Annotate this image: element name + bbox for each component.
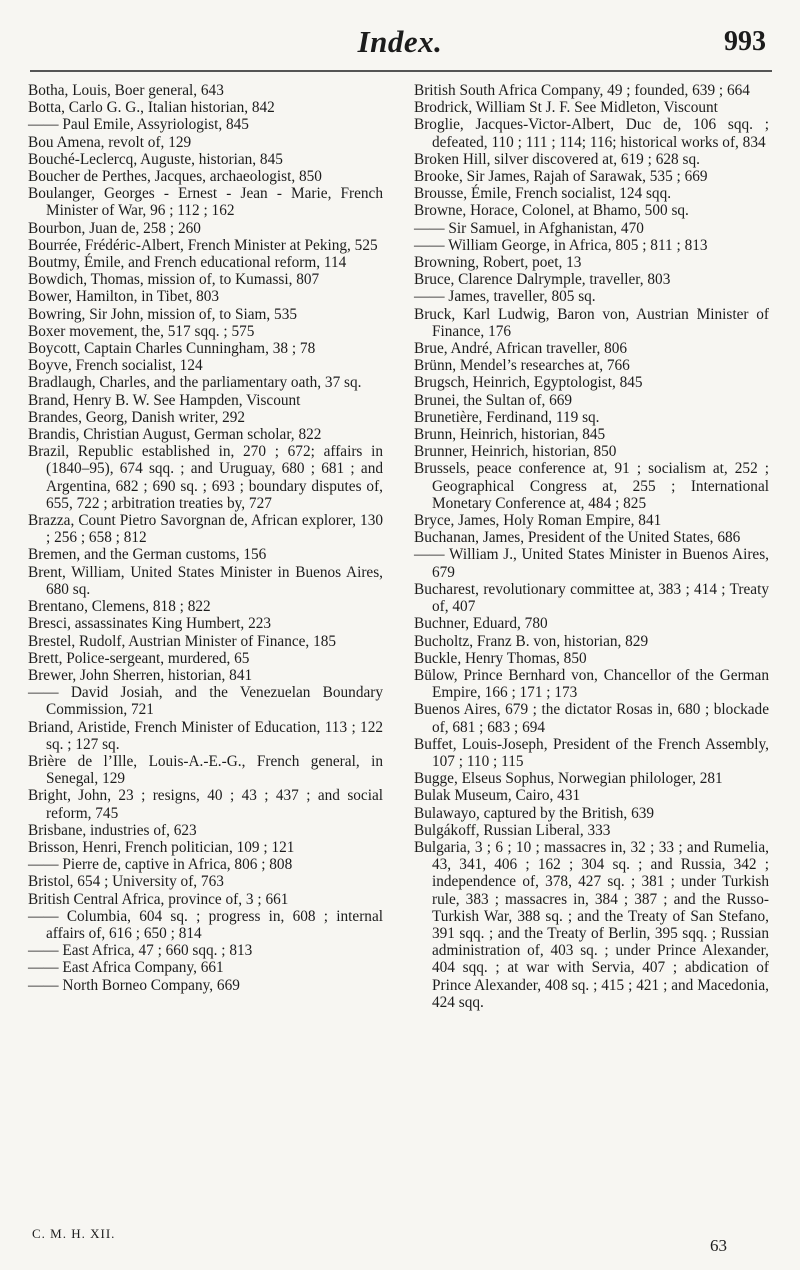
index-entry: Bouché-Leclercq, Auguste, historian, 845 [28, 150, 283, 168]
index-entry: —— William George, in Africa, 805 ; 811 ; 813 [414, 236, 708, 254]
index-entry: Brière de l’Ille, Louis-A.-E.-G., French general, in Senegal, 129 [28, 752, 383, 788]
index-entry: Bowring, Sir John, mission of, to Siam, 535 [28, 305, 297, 323]
index-entry: Brunner, Heinrich, historian, 850 [414, 443, 617, 461]
index-entry: Bourbon, Juan de, 258 ; 260 [28, 219, 201, 237]
index-entry: Bourrée, Frédéric-Albert, French Minister at Peking, 525 [28, 236, 378, 254]
index-entry: Buenos Aires, 679 ; the dictator Rosas in, 680 ; blockade of, 681 ; 683 ; 694 [414, 701, 769, 736]
index-entry: Broken Hill, silver discovered at, 619 ; 628 sq. [414, 150, 700, 168]
index-entry: Bradlaugh, Charles, and the parliamentary oath, 37 sq. [28, 374, 362, 392]
index-entry: —— David Josiah, and the Venezuelan Boundary Commission, 721 [28, 684, 383, 719]
index-entry: Browning, Robert, poet, 13 [414, 254, 582, 272]
index-entry: Brisson, Henri, French politician, 109 ; 121 [28, 838, 295, 856]
index-entry: —— North Borneo Company, 669 [28, 976, 240, 994]
index-entry: Brestel, Rudolf, Austrian Minister of Finance, 185 [28, 632, 337, 650]
index-entry: Buckle, Henry Thomas, 850 [414, 649, 587, 667]
index-entry: Brussels, peace conference at, 91 ; socialism at, 252 ; Geographical Congress at, 255 ; International Monetary Conference at, 484 ; 825 [414, 460, 769, 512]
index-entry: Browne, Horace, Colonel, at Bhamo, 500 sq. [414, 202, 689, 220]
index-entry: Bresci, assassinates King Humbert, 223 [28, 615, 272, 633]
index-entry: —— East Africa Company, 661 [28, 959, 224, 977]
index-entry: Bowdich, Thomas, mission of, to Kumassi, 807 [28, 271, 320, 289]
index-entry: Broglie, Jacques-Victor-Albert, Duc de, 106 sqq. ; defeated, 110 ; 111 ; 114; 116; historical works of, 834 [414, 116, 769, 151]
index-entry: Brett, Police-sergeant, murdered, 65 [28, 649, 250, 667]
page-header [0, 18, 800, 68]
index-entry: British Central Africa, province of, 3 ; 661 [28, 890, 289, 908]
index-entry: Briand, Aristide, French Minister of Education, 113 ; 122 sq. ; 127 sq. [28, 718, 383, 753]
page-title: Index. [357, 24, 443, 59]
index-entry: Bucharest, revolutionary committee at, 383 ; 414 ; Treaty of, 407 [414, 580, 769, 616]
index-entry: Brunei, the Sultan of, 669 [414, 391, 573, 409]
index-entry: British South Africa Company, 49 ; founded, 639 ; 664 [414, 82, 750, 99]
index-entry: Botha, Louis, Boer general, 643 [28, 82, 224, 99]
index-entry: —— Columbia, 604 sq. ; progress in, 608 ; internal affairs of, 616 ; 650 ; 814 [28, 907, 383, 942]
index-entry: Brand, Henry B. W. See Hampden, Viscount [28, 391, 301, 409]
index-entry: Bülow, Prince Bernhard von, Chancellor of the German Empire, 166 ; 171 ; 173 [414, 666, 769, 702]
index-entry: Brisbane, industries of, 623 [28, 821, 197, 839]
index-entry: —— James, traveller, 805 sq. [414, 288, 596, 306]
index-entry: Boutmy, Émile, and French educational reform, 114 [28, 254, 347, 272]
index-entry: Bugge, Elseus Sophus, Norwegian philologer, 281 [414, 770, 723, 788]
index-entry: Brugsch, Heinrich, Egyptologist, 845 [414, 374, 643, 392]
index-entry: Boycott, Captain Charles Cunningham, 38 ; 78 [28, 340, 316, 358]
page-number: 993 [724, 26, 766, 57]
index-entry: Bulgaria, 3 ; 6 ; 10 ; massacres in, 32 ; 33 ; and Rumelia, 43, 341, 406 ; 162 ; 304 sq. ; and Russia, 342 ; independence of, 378, 427 sq. ; 381 ; under Turkish rule, 383 ; massacres in, 384 ; 387 ; and the Russo-Turkish War, 388 sq. ; and the Treaty of San Stefano, 391 sqq. ; and the Treaty of Berlin, 395 sqq. ; Russian administration of, 403 sq. ; under Prince Alexander, 404 sqq. ; at war with Servia, 407 ; abdication of Prince Alexander, 408 sq. ; 415 ; 421 ; and Macedonia, 424 sqq. [414, 838, 769, 1011]
index-entry: Boxer movement, the, 517 sqq. ; 575 [28, 322, 255, 340]
index-entry: Brooke, Sir James, Rajah of Sarawak, 535 ; 669 [414, 168, 708, 186]
index-entry: Brunetière, Ferdinand, 119 sq. [414, 408, 600, 426]
index-entry: Brue, André, African traveller, 806 [414, 340, 628, 358]
index-entry: Boyve, French socialist, 124 [28, 357, 203, 375]
index-entry: Bryce, James, Holy Roman Empire, 841 [414, 512, 662, 530]
index-entry: Brentano, Clemens, 818 ; 822 [28, 598, 211, 616]
index-entry: Bulak Museum, Cairo, 431 [414, 787, 581, 805]
index-entry: Brodrick, William St J. F. See Midleton, Viscount [414, 99, 718, 117]
index-entry: Bulawayo, captured by the British, 639 [414, 804, 655, 822]
index-entry: Bruck, Karl Ludwig, Baron von, Austrian Minister of Finance, 176 [414, 305, 769, 340]
signature-mark: C. M. H. XII. [32, 1226, 116, 1241]
index-entry: —— Paul Emile, Assyriologist, 845 [28, 116, 249, 134]
index-entry: Botta, Carlo G. G., Italian historian, 842 [28, 99, 275, 117]
index-entry: —— Pierre de, captive in Africa, 806 ; 808 [28, 856, 293, 874]
index-entry: Brunn, Heinrich, historian, 845 [414, 426, 606, 444]
header-rule [30, 70, 772, 72]
index-entry: Buchner, Eduard, 780 [414, 615, 548, 633]
index-entry: Bright, John, 23 ; resigns, 40 ; 43 ; 437 ; and social reform, 745 [28, 787, 383, 822]
index-entry: Brandes, Georg, Danish writer, 292 [28, 408, 246, 426]
index-entry: Boucher de Perthes, Jacques, archaeologist, 850 [28, 168, 322, 186]
index-entry: Brünn, Mendel’s researches at, 766 [414, 357, 630, 375]
index-column-right [414, 82, 769, 1011]
index-entry: Buchanan, James, President of the United States, 686 [414, 529, 741, 547]
index-entry: Bou Amena, revolt of, 129 [28, 133, 192, 151]
index-entry: Boulanger, Georges - Ernest - Jean - Marie, French Minister of War, 96 ; 112 ; 162 [28, 185, 383, 220]
index-entry: Brazil, Republic established in, 270 ; 672; affairs in (1840–95), 674 sqq. ; and Uruguay, 680 ; 681 ; and Argentina, 682 ; 690 sq. ; 693 ; boundary disputes of, 655, 722 ; arbitration treaties by, 727 [28, 443, 383, 512]
index-entry: Bruce, Clarence Dalrymple, traveller, 803 [414, 271, 671, 289]
index-entry: Bremen, and the German customs, 156 [28, 546, 267, 564]
index-entry: Brent, William, United States Minister in Buenos Aires, 680 sq. [28, 563, 383, 598]
index-entry: Buffet, Louis-Joseph, President of the French Assembly, 107 ; 110 ; 115 [414, 735, 769, 770]
index-entry: Bristol, 654 ; University of, 763 [28, 873, 224, 891]
index-entry: Brousse, Émile, French socialist, 124 sqq. [414, 185, 672, 203]
index-entry: Bulgákoff, Russian Liberal, 333 [414, 821, 611, 839]
index-entry: Bucholtz, Franz B. von, historian, 829 [414, 632, 649, 650]
sheet-number: 63 [710, 1236, 727, 1255]
index-entry: —— William J., United States Minister in Buenos Aires, 679 [414, 546, 769, 581]
index-entry: —— East Africa, 47 ; 660 sqq. ; 813 [28, 942, 253, 960]
index-entry: Brandis, Christian August, German scholar, 822 [28, 426, 322, 444]
index-entry: Brewer, John Sherren, historian, 841 [28, 666, 253, 684]
index-entry: Brazza, Count Pietro Savorgnan de, African explorer, 130 ; 256 ; 658 ; 812 [28, 512, 383, 547]
index-entry: —— Sir Samuel, in Afghanistan, 470 [414, 219, 644, 237]
index-column-left [28, 82, 383, 994]
index-entry: Bower, Hamilton, in Tibet, 803 [28, 288, 220, 306]
